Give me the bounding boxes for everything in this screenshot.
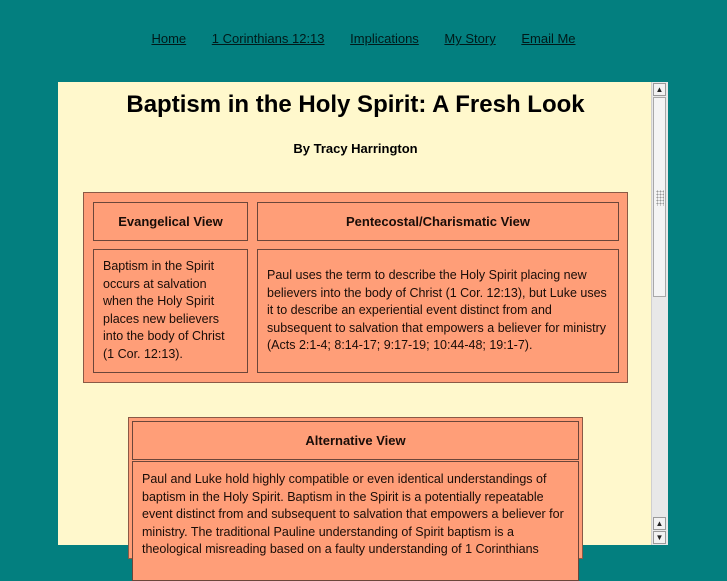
nav-link-implications[interactable]: Implications xyxy=(350,31,419,46)
vertical-scrollbar[interactable] xyxy=(651,82,668,545)
pentecostal-view-paragraph: Paul uses the term to describe the Holy Spirit placing new believers into the body of Christ (1 Cor. 12:13), but Luke uses it to describe an experiential event distinct from and subsequent to salvation that empowers a believer for ministry (Acts 2:1-4; 8:14-17; 9:17-19; 10:44-48; 19:1-7). xyxy=(267,268,607,352)
nav-link-1-corinthians[interactable]: 1 Corinthians 12:13 xyxy=(211,31,325,46)
author-byline: By Tracy Harrington xyxy=(293,141,418,156)
nav-link-my-story[interactable]: My Story xyxy=(444,31,496,46)
alternative-view-table xyxy=(128,417,583,559)
alternative-view-heading: Alternative View xyxy=(132,421,579,460)
scrollbar-thumb[interactable] xyxy=(653,97,666,297)
pentecostal-view-heading: Pentecostal/Charismatic View xyxy=(257,202,619,241)
scroll-up-arrow-icon[interactable]: ▲ xyxy=(653,83,666,96)
pentecostal-view-text xyxy=(257,249,619,373)
content-frame xyxy=(58,82,668,556)
alternative-view-text: Paul and Luke hold highly compatible or even identical understandings of baptism in the Holy Spirit. Baptism in the Spirit is a potentially repeatable event distinct from and subsequent to salvation that empowers a believer for ministry. The traditional Pauline understanding of Spirit baptism is a theological misreading based on a faulty understanding of 1 Corinthians xyxy=(132,461,579,581)
nav-link-email-me[interactable]: Email Me xyxy=(521,31,576,46)
evangelical-view-heading: Evangelical View xyxy=(93,202,248,241)
grip-icon xyxy=(656,190,664,206)
nav-link-home[interactable]: Home xyxy=(151,31,187,46)
scroll-down-arrow-icon[interactable]: ▼ xyxy=(653,531,666,544)
top-navigation xyxy=(0,31,727,46)
scroll-up-arrow-icon-lower[interactable]: ▲ xyxy=(653,517,666,530)
evangelical-view-text: Baptism in the Spirit occurs at salvation when the Holy Spirit places new believers into the body of Christ (1 Cor. 12:13). xyxy=(93,249,248,373)
views-comparison-table xyxy=(83,192,628,383)
page-title: Baptism in the Holy Spirit: A Fresh Look xyxy=(126,91,585,118)
